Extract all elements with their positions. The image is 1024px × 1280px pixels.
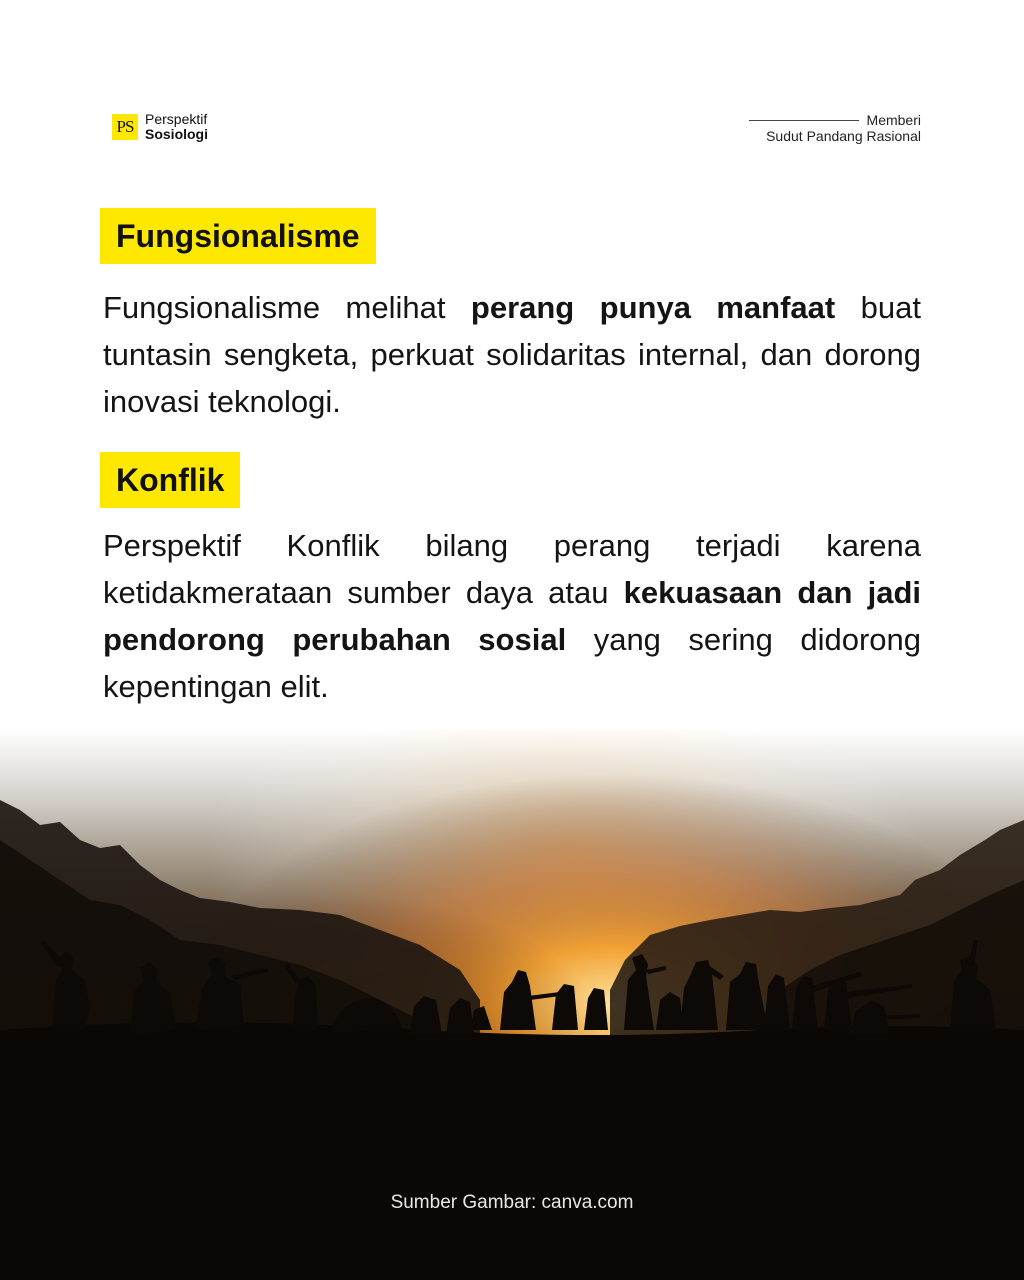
paragraph-text: yang sering didorong kepentingan elit. [103,622,921,704]
tagline-line-1: Memberi [866,112,921,128]
paragraph-highlight: kekuasaan dan jadi pendorong perubahan sosial [103,575,921,657]
brand-line-1: Perspektif [145,111,208,127]
paragraph-text: Perspektif Konflik bilang perang terjadi karena ketidakmerataan sumber daya atau [103,528,921,610]
header [112,112,921,152]
tagline-line-2: Sudut Pandang Rasional [766,128,921,144]
image-credit: Sumber Gambar: canva.com [390,1192,634,1213]
paragraph-highlight: perang punya manfaat [470,290,836,325]
brand-line-2: Sosiologi [145,126,208,142]
paragraph-konflik [103,522,921,710]
tagline [749,112,921,144]
brand-name [145,112,208,142]
brand-logo [112,112,208,142]
tagline-rule [749,120,859,121]
paragraph-text: buat tuntasin sengketa, perkuat solidaritas internal, dan dorong inovasi teknologi. [103,290,922,419]
ps-logo-icon: PS [112,114,138,140]
paragraph-fungsionalisme [103,284,921,425]
section-label-konflik: Konflik [100,452,240,508]
section-label-fungsionalisme: Fungsionalisme [100,208,376,264]
paragraph-text: Fungsionalisme melihat [103,290,471,325]
